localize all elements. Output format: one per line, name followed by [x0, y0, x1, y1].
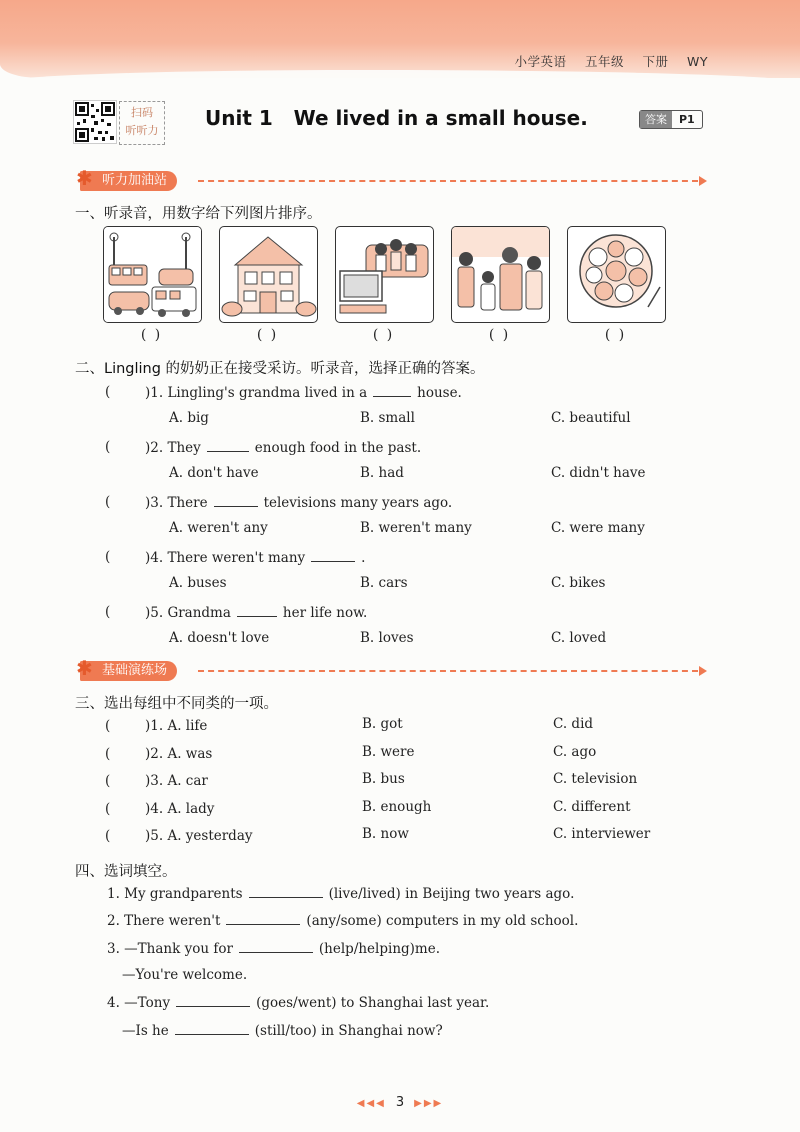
option-b[interactable]: B. were	[362, 743, 415, 760]
question-text: )5. Grandma	[145, 605, 231, 621]
scan-label-line1: 扫码	[131, 106, 153, 119]
sentence-text: 3. —Thank you for	[107, 941, 233, 957]
fill-blank[interactable]	[249, 885, 323, 898]
next-arrows-icon: ▶▶▶	[414, 1098, 444, 1109]
option-c[interactable]: C. did	[553, 716, 594, 732]
fill-blank[interactable]	[237, 604, 277, 617]
sentence-text: —Is he	[122, 1023, 169, 1039]
sentence-text: 4. —Tony	[107, 995, 171, 1011]
answer-paren[interactable]: (	[105, 773, 111, 789]
section-listening: ✱ 听力加油站	[80, 170, 177, 192]
option-c[interactable]: C. loved	[551, 630, 607, 646]
question-stem	[145, 439, 421, 456]
fill-blank[interactable]	[239, 940, 313, 953]
question-text: )2. They	[145, 440, 201, 456]
prev-arrows-icon: ◀◀◀	[356, 1098, 386, 1109]
question-text: )3. There	[145, 495, 208, 511]
fill-sentence	[107, 885, 574, 902]
arrow-right-icon	[699, 176, 707, 186]
section-divider	[198, 670, 698, 672]
question-stem	[145, 494, 452, 511]
option-a[interactable]: A. don't have	[169, 465, 259, 481]
grade-label: 五年级	[585, 54, 625, 69]
option-a[interactable]: )4. A. lady	[145, 800, 215, 817]
answer-badge[interactable]	[639, 110, 703, 129]
option-a[interactable]: A. doesn't love	[169, 630, 270, 646]
option-b[interactable]: B. bus	[362, 771, 405, 787]
answer-paren[interactable]: (	[105, 604, 111, 620]
question-stem	[145, 604, 367, 621]
page-footer	[0, 1095, 800, 1110]
subject-label: 小学英语	[514, 54, 567, 69]
unit-title: Unit 1 We lived in a small house.	[205, 106, 588, 130]
part4-heading: 四、选词填空。	[75, 864, 177, 880]
option-c[interactable]: C. different	[553, 798, 631, 815]
option-a[interactable]: A. buses	[169, 575, 227, 591]
picture-house	[219, 226, 318, 323]
picture-family-tv	[335, 226, 434, 323]
sentence-text: (still/too) in Shanghai now?	[254, 1023, 443, 1039]
picture-family-group	[451, 226, 550, 323]
edition-label: WY	[687, 54, 708, 69]
fill-blank[interactable]	[226, 912, 300, 925]
fill-blank[interactable]	[207, 439, 249, 452]
sentence-text: (any/some) computers in my old school.	[306, 913, 579, 929]
answer-paren[interactable]: (	[105, 800, 111, 817]
fill-blank[interactable]	[373, 384, 411, 397]
option-b[interactable]: B. cars	[360, 575, 408, 591]
section-listening-label: 听力加油站	[102, 173, 168, 188]
answer-paren-2[interactable]: ( )	[256, 327, 279, 343]
answer-paren[interactable]: (	[105, 494, 111, 510]
question-stem	[145, 549, 365, 566]
option-a[interactable]: )5. A. yesterday	[145, 828, 253, 844]
sentence-text: (goes/went) to Shanghai last year.	[256, 995, 490, 1011]
fill-sentence	[107, 994, 489, 1011]
answer-paren[interactable]: (	[105, 828, 111, 844]
option-b[interactable]: B. had	[360, 465, 404, 481]
answer-paren-3[interactable]: ( )	[372, 327, 395, 343]
option-c[interactable]: C. didn't have	[551, 465, 646, 481]
sentence-text: 1. My grandparents	[107, 886, 243, 902]
question-text: enough food in the past.	[254, 440, 422, 456]
answer-paren[interactable]: (	[105, 384, 111, 400]
qr-code-icon[interactable]	[73, 100, 117, 144]
answer-paren[interactable]: (	[105, 745, 111, 762]
header-meta	[501, 52, 709, 70]
answer-paren-4[interactable]: ( )	[488, 327, 511, 343]
question-text: )4. There weren't many	[145, 550, 306, 566]
answer-page-label: P1	[679, 113, 695, 126]
answer-paren[interactable]: (	[105, 439, 111, 455]
fill-sentence	[122, 1022, 443, 1039]
option-c[interactable]: C. bikes	[551, 575, 606, 591]
part1-heading: 一、听录音，用数字给下列图片排序。	[75, 206, 322, 222]
answer-key-label: 答案	[640, 111, 672, 128]
question-text: .	[361, 550, 366, 566]
answer-paren[interactable]: (	[105, 718, 111, 734]
option-a[interactable]: )1. A. life	[145, 718, 208, 734]
answer-paren-1[interactable]: ( )	[140, 327, 163, 343]
answer-paren[interactable]: (	[105, 549, 111, 565]
option-b[interactable]: B. weren't many	[360, 520, 472, 536]
option-c[interactable]: C. interviewer	[553, 826, 651, 842]
fill-sentence	[107, 912, 578, 929]
scan-listen-label	[119, 101, 165, 145]
fill-blank[interactable]	[214, 494, 258, 507]
page-number: 3	[395, 1095, 405, 1110]
option-b[interactable]: B. got	[362, 716, 403, 732]
part2-heading: 二、Lingling 的奶奶正在接受采访。听录音，选择正确的答案。	[75, 361, 485, 377]
arrow-right-icon	[699, 666, 707, 676]
question-text: her life now.	[282, 605, 368, 621]
fill-blank[interactable]	[176, 994, 250, 1007]
picture-food-plate	[567, 226, 666, 323]
question-text: )1. Lingling's grandma lived in a	[145, 385, 368, 401]
fill-blank[interactable]	[311, 549, 355, 562]
sentence-text: (live/lived) in Beijing two years ago.	[328, 886, 575, 902]
scan-label-line2: 听听力	[125, 124, 159, 137]
option-a[interactable]: A. weren't any	[169, 520, 268, 536]
option-a[interactable]: )3. A. car	[145, 773, 208, 789]
fill-blank[interactable]	[175, 1022, 249, 1035]
part3-heading: 三、选出每组中不同类的一项。	[75, 696, 278, 712]
option-c[interactable]: C. were many	[551, 520, 645, 536]
option-b[interactable]: B. loves	[360, 630, 414, 646]
option-a[interactable]: A. big	[169, 410, 209, 426]
option-b[interactable]: B. now	[362, 826, 409, 842]
option-c[interactable]: C. ago	[553, 743, 597, 760]
section-divider	[198, 180, 698, 182]
term-label: 下册	[642, 54, 669, 69]
sentence-text: —You're welcome.	[122, 967, 248, 983]
option-b[interactable]: B. enough	[362, 798, 432, 815]
question-text: televisions many years ago.	[263, 495, 453, 511]
question-stem	[145, 384, 462, 401]
picture-street-cars	[103, 226, 202, 323]
option-a[interactable]: )2. A. was	[145, 745, 213, 762]
sentence-text: 2. There weren't	[107, 913, 221, 929]
sentence-text: (help/helping)me.	[318, 941, 441, 957]
section-practice: ✱ 基础演练场	[80, 660, 177, 682]
question-text: house.	[417, 385, 462, 401]
option-b[interactable]: B. small	[360, 410, 415, 426]
option-c[interactable]: C. beautiful	[551, 410, 631, 426]
section-practice-label: 基础演练场	[102, 663, 168, 678]
fill-sentence	[107, 940, 440, 957]
answer-paren-5[interactable]: ( )	[604, 327, 627, 343]
option-c[interactable]: C. television	[553, 771, 638, 787]
fill-sentence	[122, 967, 247, 983]
